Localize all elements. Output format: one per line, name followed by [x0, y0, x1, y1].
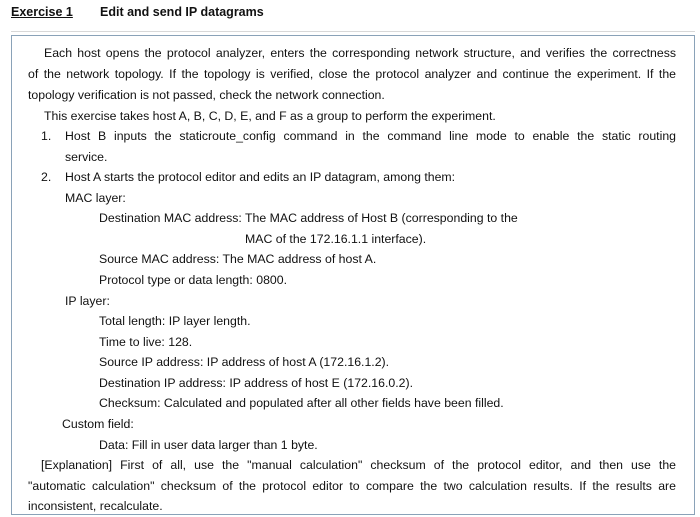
- custom-field-data: Data: Fill in user data larger than 1 byte.: [99, 438, 318, 452]
- ip-source-address: Source IP address: IP address of host A (172.16.1.2).: [99, 355, 390, 369]
- mac-destination-line-1: Destination MAC address: The MAC address of Host B (corresponding to the: [99, 211, 518, 225]
- mac-layer-heading: MAC layer:: [65, 191, 126, 205]
- step-1-line-1: Host B inputs the staticroute_config command in the command line mode to enable the static routing: [65, 129, 676, 143]
- explanation-line-3: inconsistent, recalculate.: [28, 499, 163, 513]
- step-1-line-2: service.: [65, 150, 108, 164]
- group-note: This exercise takes host A, B, C, D, E, and F as a group to perform the experiment.: [44, 109, 496, 123]
- mac-destination-line-2: MAC of the 172.16.1.1 interface).: [245, 232, 427, 246]
- exercise-header: [0, 0, 700, 30]
- explanation-line-1: [Explanation] First of all, use the "manual calculation" checksum of the protocol editor, and then use the: [41, 458, 676, 472]
- mac-source: Source MAC address: The MAC address of host A.: [99, 252, 377, 266]
- step-2-number: 2.: [41, 170, 52, 184]
- ip-total-length: Total length: IP layer length.: [99, 314, 251, 328]
- ip-layer-heading: IP layer:: [65, 294, 110, 308]
- intro-line-2: of the network topology. If the topology is verified, close the protocol analyzer and continue the experiment. If the: [28, 67, 676, 81]
- header-divider: [11, 31, 695, 32]
- step-2-text: Host A starts the protocol editor and edits an IP datagram, among them:: [65, 170, 456, 184]
- explanation-line-2: "automatic calculation" checksum of the protocol editor to compare the two calculation results. If the results are: [28, 479, 676, 493]
- custom-field-heading: Custom field:: [62, 417, 134, 431]
- ip-checksum: Checksum: Calculated and populated after all other fields have been filled.: [99, 396, 504, 410]
- step-1-number: 1.: [41, 129, 52, 143]
- exercise-title: Edit and send IP datagrams: [100, 5, 264, 19]
- ip-destination-address: Destination IP address: IP address of host E (172.16.0.2).: [99, 376, 413, 390]
- ip-time-to-live: Time to live: 128.: [99, 335, 193, 349]
- mac-protocol-type: Protocol type or data length: 0800.: [99, 273, 287, 287]
- intro-line-3: topology verification is not passed, check the network connection.: [28, 88, 385, 102]
- exercise-label: Exercise 1: [11, 5, 73, 19]
- intro-line-1: Each host opens the protocol analyzer, enters the corresponding network structure, and verifies the correctness: [44, 46, 676, 60]
